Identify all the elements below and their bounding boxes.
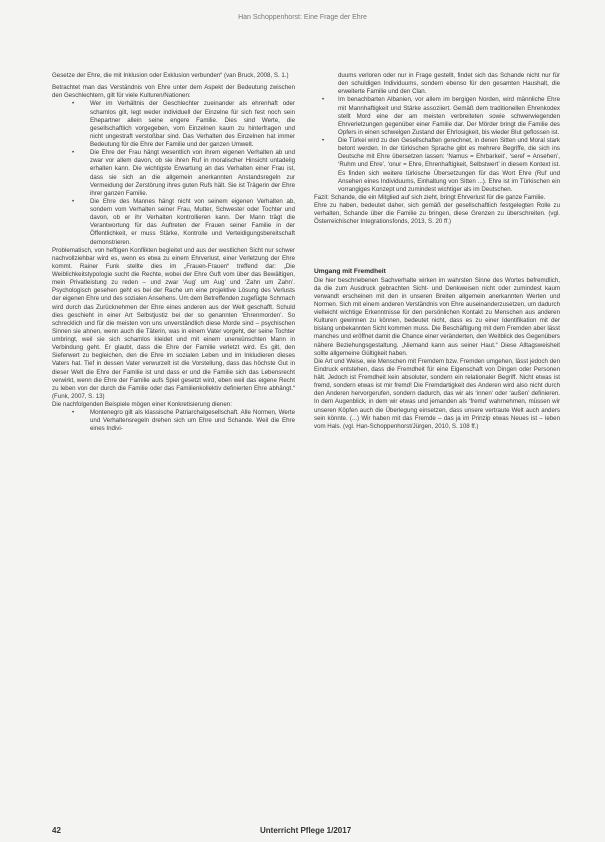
list-item-text: Die Türkei wird zu den Gesellschaften gerechnet, in denen Sitten und Moral stark betont werden. In der türkischen Sprache gibt es mehrere Begriffe, die sich ins Deutsche mit Ehre übersetzen lassen: ‘Namus = Ehrbarkeit’, ‘seref = Ansehen’, ‘Ruhm und Ehre’, ‘onur = Ehre, Ehrenhaftigkeit, Selbstwert’ in diesem Kontext ist. Es finden sich weitere türkische Übersetzungen für das Wort Ehre (Ruf und Ansehen eines Individuums, Einhaltung von Sitten ...). Ehre ist im Türkischen ein vorrangiges Konzept und zumindest wichtiger als im Deutschen. (338, 137, 560, 193)
fazit-paragraph: Fazit: Schande, die ein Mitglied auf sich zieht, bringt Ehrverlust für die ganze Familie. (314, 193, 546, 201)
bullet-icon: • (72, 149, 75, 157)
lead-paragraph: Betrachtet man das Verständnis von Ehre unter dem Aspekt der Bedeutung zwischen den Geschlechtern, gilt für viele Kulturen/Nationen: (52, 84, 295, 100)
bullet-icon: • (72, 100, 75, 108)
list-item (52, 409, 295, 433)
list-item-text: Im benachbarten Albanien, vor allem im bergigen Norden, wird männliche Ehre mit Mannhaftigkeit und Stärke assoziiert. Gemäß dem traditionellen Ehrenkodex stellt Mord eine der am meisten verbreiteten sowie schwerwiegenden Ehrverletzungen gegenüber einer Familie dar. Der Mörder bringt die Familie des Opfers in einen schwelgen Zustand der Ehrlosigkeit, bis wieder Blut geflossen ist. (338, 96, 560, 136)
ehre-paragraph: Ehre zu haben, bedeutet daher, sich gemäß der gesellschaftlich festgelegten Rolle zu verhalten, Schande über die Familie zu bringen, diese Grenzen zu überschreiten. (vgl. Österreichischer Integrationsfonds, 2013, S. 20 ff.) (314, 202, 560, 226)
list-item-text: Die Ehre des Mannes hängt nicht von seinem eigenen Verhalten ab, sondern vom Verhalten seiner Frau, Mutter, Schwester oder Tochter und davon, ob er ihr Verhalten kontrollieren kann. Der Mann trägt die Verantwortung für das Auftreten der Frauen seiner Familie in der Öffentlichkeit, er muss Stärke, Kontrolle und Verteidigungsbereitschaft demonstrieren. (90, 197, 295, 246)
section-heading: Umgang mit Fremdheit (314, 268, 386, 276)
main-paragraph: Problematisch, von heftigen Konflikten begleitet und aus der westlichen Sicht nur schwer nachvollziehbar wird es, wenn es etwa zu einem Ehrverlust, einer Verletzung der Ehre kommt. Rainer Funk stellte dies im „Frauen-Frauen“ treffend dar: „Die Weiblichkeitstypologie sucht die Rechte, wobei der Ehre Guft vom über das Bewältigen, mein Privatleistung zu reden – und zwar ‘Aug’ um Aug’ und ‘Zahn um Zahn’. Psychologisch gesehen geht es bei der Rache um eine projektive Lösung des Verlusts der eigenen Ehre und des sozialen Ansehens. Um dem Betreffenden zugefügte Schmach wird durch das Zurücknehmen der Ehre eines anderen aus der Welt geschafft. Schuld dies geschieht in einer Art Selbstjustiz bei der so genannten ‘Ehrenmorden’. So schrecklich und für die meisten von uns unverständlich diese Morde sind – psychischen Sinnen sie ahnen, wenn auch die Täterin, was in einem Vater vorgeht, der seine Tochter umbringt, weil sie sich schamlos kleidet und mit einem unerwünschten Mann in Verbindung geht. Er glaubt, dass die Ehre der Familie verletzt wird. Es gilt, den Sieferwert zu begleichen, den die Ehre im sozialen Leben und im Inkludieren dieses Vaters hat. Tief in dessen Vater verwurzelt ist die Vorstellung, dass das höchste Gut in dieser Welt die Ehre der Familie ist und dass er und die Familie sich das Lebensrecht verwirkt, wenn die Ehre der Familie aufs Spiel gesetzt wird, eben weil das eigene Recht zu leben von der durch die Familie oder das Familienkollektiv definierten Ehre abhängt.“ (Funk, 2007, S. 13) (52, 246, 295, 400)
right-column (314, 72, 560, 431)
list-item (52, 149, 295, 198)
left-column (52, 72, 295, 434)
closing-list (52, 409, 295, 433)
bullet-icon: • (72, 197, 75, 205)
list-item (314, 96, 560, 137)
page-number: 42 (52, 826, 61, 835)
journal-title: Unterricht Pflege 1/2017 (260, 826, 352, 835)
section-paragraph: Die Art und Weise, wie Menschen mit Fremdem bzw. Fremden umgehen, lässt jedoch den Eindruck entstehen, dass die Fremdheit für eine Eigenschaft von Dingen oder Personen hält. Jedoch ist Fremdheit kein absoluter, sondern ein relationaler Begriff. Nicht etwas ist fremd, sondern etwas ist mir fremd! Die Fremdartigkeit des Anderen wird also nicht durch den Anderen hervorgerufen, sondern dadurch, das wir als ‘innen’ oder ‘außen’ definieren. In dem Augenblick, in dem wir etwas und jemanden als ‘fremd’ wahrnehmen, müssen wir unseren Köpfen auch die Überlegung einsetzen, dass unsere vertraute Welt auch anders sein könnte. (...) Wir haben mit das Fremde – das ja im Prinzip etwas Neues ist – leben vom Hals. (vgl. Han-Schoppenhorst/Jürgen, 2010, S. 108 ff.) (314, 357, 560, 430)
bullet-icon: • (322, 96, 325, 104)
list-item-text: Montenegro gilt als klassische Patriarchalgesellschaft. Alle Normen, Werte und Verhaltensregeln drehen sich um Ehre und Schande. Weil die Ehre eines Indivi- (90, 409, 295, 433)
bullet-list (52, 100, 295, 246)
list-item-text: Wer im Verhältnis der Geschlechter zueinander als ehrenhaft oder schamlos gilt, legt weder individuell der Einzelne für sich fest noch sein Ehepartner allein seine engere Familie. Dies sind Werte, die gesellschaftlich vorgegeben, vom Einzelnen kaum zu hinterfragen und nicht ungestraft verstoßbar sind. Das Verhalten des Einzelnen hat immer Bedeutung für die Ehre der Familie und der ganzen Umwelt. (90, 100, 295, 148)
list-item-text: Die Ehre der Frau hängt wesentlich von ihrem eigenen Verhalten ab und zwar vor allem davon, ob sie ihren Ruf in moralischer Hinsicht untadelig erhalten kann. Die wichtigste Erwartung an das Verhalten einer Frau ist, dass sie sich an die allgemein anerkannten Anstandsregeln zur Vermeidung der Zerstörung ihres guten Rufs hält. Sie ist Trägerin der Ehre ihrer ganzen Familie. (90, 149, 295, 197)
bullet-icon: • (72, 409, 75, 417)
section-paragraph: Die hier beschriebenen Sachverhalte wirken im wahrsten Sinne des Wortes befremdlich, da die zum Ausdruck gebrachten Sicht- und Denkweisen nicht oder zumindest kaum verwandt erscheinen mit den in unseren Breiten allgemein anerkannten Werten und Normen. Sich mit einem anderen Verständnis von Ehre auseinanderzusetzen, um dadurch vielleicht wichtige Erkenntnisse für den persönlichen Kontakt zu Menschen aus anderen Kulturen gewinnen zu können, bedeutet nicht, dass es zu einer Identifikation mit der bislang unbekannten Sicht kommen muss. Die Beschäftigung mit dem Fremden aber lässt manches und eröffnet damit die Chance einer veränderten, den Weitblick des Gegenübers nähere Beziehungsgestaltung. „Niemand kann aus seiner Haut.“ Diese Alltagsweisheit sollte allgemeine Gültigkeit haben. (314, 276, 560, 357)
continuation-paragraph: duums verloren oder nur in Frage gestellt, findet sich das Schande nicht nur für den schuldigen Individuums, sondern ebenso für den gesamten Haushalt, die erweiterte Familie und den Clan. (338, 72, 560, 96)
list-item (52, 198, 295, 247)
list-item (52, 100, 295, 149)
list-item (314, 137, 560, 194)
running-header: Han Schoppenhorst: Eine Frage der Ehre (238, 14, 367, 21)
bullet-list (314, 96, 560, 194)
intro-paragraph: Gesetze der Ehre, die mit Inklusion oder Exklusion verbunden“ (van Bruck, 2008, S. 1.) (52, 72, 289, 79)
bullet-icon: • (322, 137, 325, 144)
closing-paragraph: Die nachfolgenden Beispiele mögen einer Konkretisierung dienen: (52, 401, 232, 408)
